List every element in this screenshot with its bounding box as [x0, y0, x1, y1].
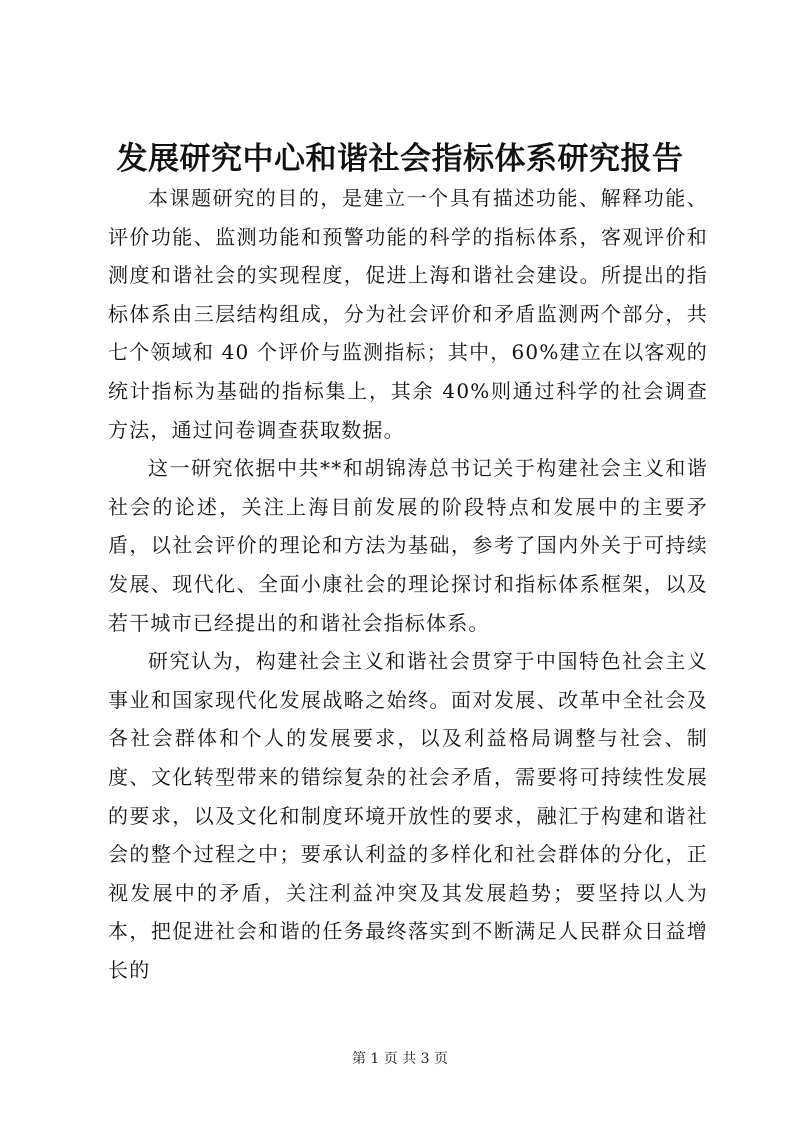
paragraph-1: 本课题研究的目的，是建立一个具有描述功能、解释功能、评价功能、监测功能和预警功能的科学的指标体系，客观评价和测度和谐社会的实现程度，促进上海和谐社会建设。所提出的指标体系由三层结构组成，分为社会评价和矛盾监测两个部分，共七个领域和 40 个评价与监测指标；其中，60%建立在以客观的统计指标为基础的指标集上，其余 40%则通过科学的社会调查方法，通过问卷调查获取数据。 — [108, 186, 708, 442]
paragraph-2: 这一研究依据中共**和胡锦涛总书记关于构建社会主义和谐社会的论述，关注上海目前发展的阶段特点和发展中的主要矛盾，以社会评价的理论和方法为基础，参考了国内外关于可持续发展、现代化、全面小康社会的理论探讨和指标体系框架，以及若干城市已经提出的和谐社会指标体系。 — [108, 456, 708, 635]
document-title: 发展研究中心和谐社会指标体系研究报告 — [116, 141, 684, 177]
paragraph-3: 研究认为，构建社会主义和谐社会贯穿于中国特色社会主义事业和国家现代化发展战略之始终。面对发展、改革中全社会及各社会群体和个人的发展要求，以及利益格局调整与社会、制度、文化转型带来的错综复杂的社会矛盾，需要将可持续性发展的要求，以及文化和制度环境开放性的要求，融汇于构建和谐社会的整个过程之中；要承认利益的多样化和社会群体的分化，正视发展中的矛盾，关注利益冲突及其发展趋势；要坚持以人为本，把促进社会和谐的任务最终落实到不断满足人民群众日益增长的 — [108, 649, 708, 982]
page-footer: 第 1 页 共 3 页 — [351, 1051, 449, 1067]
document-body — [108, 179, 708, 989]
